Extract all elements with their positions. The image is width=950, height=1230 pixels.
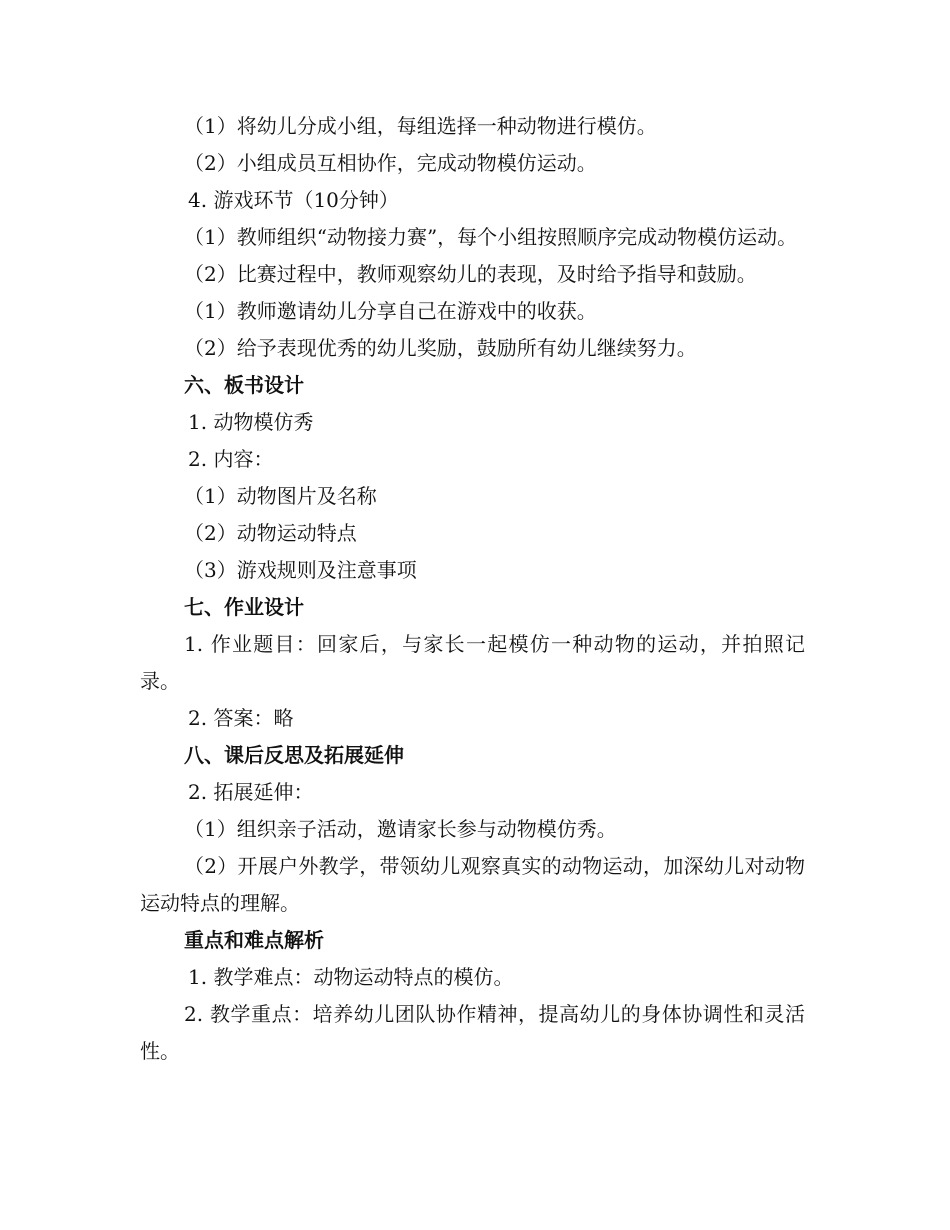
list-item: 2. 拓展延伸： — [188, 780, 314, 804]
section-item: 4. 游戏环节（10分钟） — [188, 188, 399, 212]
step-item: （2）给予表现优秀的幼儿奖励，鼓励所有幼儿继续努力。 — [184, 336, 697, 360]
list-item: 1. 动物模仿秀 — [188, 410, 314, 434]
list-item: 1. 教学难点：动物运动特点的模仿。 — [188, 965, 514, 989]
step-item: （2）小组成员互相协作，完成动物模仿运动。 — [184, 151, 597, 175]
section-heading-homework: 七、作业设计 — [184, 595, 304, 619]
extension-paragraph: （2）开展户外教学，带领幼儿观察真实的动物运动，加深幼儿对动物运动特点的理解。 — [140, 854, 805, 915]
list-item: （3）游戏规则及注意事项 — [184, 558, 417, 582]
section-heading-reflection: 八、课后反思及拓展延伸 — [184, 743, 404, 767]
key-point-paragraph: 2. 教学重点：培养幼儿团队协作精神，提高幼儿的身体协调性和灵活性。 — [140, 1002, 805, 1063]
section-heading-board-design: 六、板书设计 — [184, 373, 304, 397]
document-body — [140, 108, 805, 1070]
list-item: （2）动物运动特点 — [184, 521, 357, 545]
list-item: （1）组织亲子活动，邀请家长参与动物模仿秀。 — [184, 817, 617, 841]
list-item: （1）动物图片及名称 — [184, 484, 377, 508]
step-item: （1）将幼儿分成小组，每组选择一种动物进行模仿。 — [184, 114, 657, 138]
list-item: 2. 内容： — [188, 447, 274, 471]
section-heading-key-points: 重点和难点解析 — [184, 928, 324, 952]
homework-question: 1. 作业题目：回家后，与家长一起模仿一种动物的运动，并拍照记录。 — [140, 632, 805, 693]
homework-answer: 2. 答案：略 — [188, 706, 294, 730]
step-item: （2）比赛过程中，教师观察幼儿的表现，及时给予指导和鼓励。 — [184, 262, 757, 286]
step-item: （1）教师邀请幼儿分享自己在游戏中的收获。 — [184, 299, 597, 323]
step-paragraph: （1）教师组织“动物接力赛”，每个小组按照顺序完成动物模仿运动。 — [184, 225, 798, 249]
